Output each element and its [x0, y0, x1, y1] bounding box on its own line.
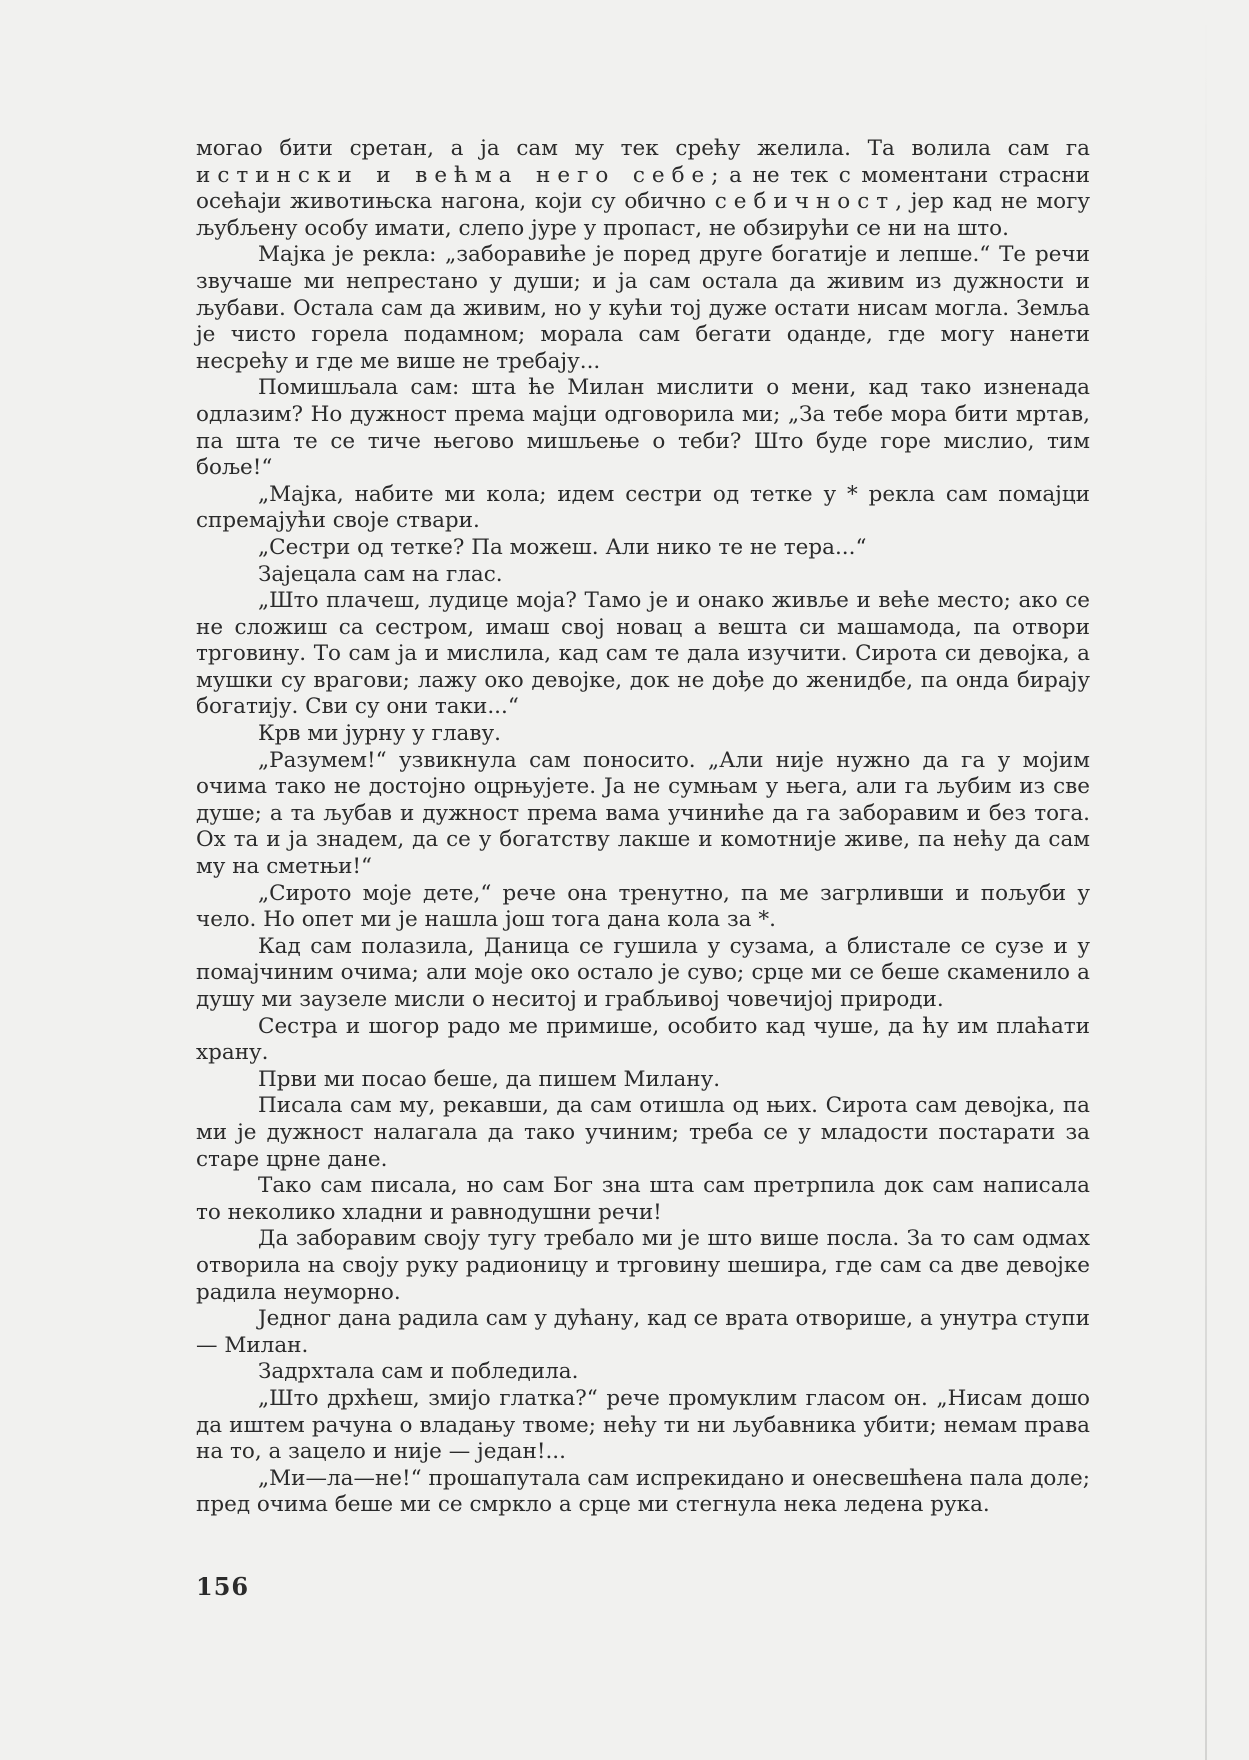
paragraph — [196, 1386, 1090, 1466]
paragraph-text: Сестра и шогор радо ме примише, особито кад чуше, да ћу им плаћати храну. — [196, 1013, 1090, 1066]
paragraph — [196, 721, 1090, 748]
page-edge-shadow — [1205, 0, 1207, 1760]
paragraph — [196, 1359, 1090, 1386]
paragraph-text: „Ми—ла—не!“ прошапутала сам испрекидано и онесвешћена пала доле; пред очима беше ми се смркло а срце ми стегнула нека ледена рука. — [196, 1465, 1090, 1518]
paragraph-text: „Мајка, набите ми кола; идем сестри од тетке у * рекла сам помајци спремајући своје ствари. — [196, 481, 1090, 534]
paragraph-text: Задрхтала сам и побледила. — [258, 1359, 579, 1385]
paragraph-text: Зајецала сам на глас. — [258, 561, 503, 587]
paragraph — [196, 535, 1090, 562]
emphasized-text: себичност — [714, 189, 896, 215]
paragraph-text: ; а не тек с моментани страсни осећаји животињска нагона, који су обично — [196, 162, 1090, 215]
paragraph — [196, 1173, 1090, 1226]
paragraph-text: Крв ми јурну у главу. — [258, 721, 501, 747]
page-body-text — [196, 136, 1090, 1519]
paragraph — [196, 881, 1090, 934]
paragraph — [196, 375, 1090, 481]
paragraph — [196, 1306, 1090, 1359]
paragraph — [196, 242, 1090, 375]
paragraph — [196, 482, 1090, 535]
paragraph — [196, 136, 1090, 242]
paragraph-text: Да заборавим своју тугу требало ми је што више посла. За то сам одмах отворила на своју руку радионицу и трговину шешира, где сам са две девојке радила неуморно. — [196, 1226, 1090, 1305]
paragraph-text: Једног дана радила сам у дућану, кад се врата отворише, а унутра ступи — Милан. — [196, 1306, 1090, 1358]
paragraph — [196, 748, 1090, 881]
paragraph-text: , јер кад не могу љубљену особу имати, слепо јуре у пропаст, не обзирући се ни на што. — [196, 189, 1091, 241]
paragraph-text: Помишљала сам: шта ће Милан мислити о мени, кад тако изненада одлазим? Но дужност према мајци одговорила ми; „За тебе мора бити мртав, па шта те се тиче његово мишљење о теби? Што буде горе мислио, тим боље!“ — [196, 375, 1090, 481]
paragraph — [196, 1093, 1090, 1173]
paragraph-text: „Разумем!“ узвикнула сам поносито. „Али није нужно да га у мојим очима тако не достојно оцрњујете. Ја не сумњам у њега, али га љубим из све душе; а та љубав и дужност према вама учиниће да га заборавим и без тога. Ох та и ја знадем, да се у богатству лакше и комотније живе, па нећу да сам му на сметњи!“ — [196, 747, 1090, 880]
emphasized-text: истински и већма него себе — [196, 162, 712, 188]
paragraph-text: „Што дрхћеш, змијо глатка?“ рече промуклим гласом он. „Нисам дошо да иштем рачуна о владању твоме; нећу ти ни љубавника убити; немам права на то, а зацело и није — један!... — [196, 1385, 1090, 1465]
paragraph-text: „Сирото моје дете,“ рече она тренутно, па ме загрливши и пољуби у чело. Но опет ми је нашла још тога дана кола за *. — [196, 880, 1090, 933]
paragraph-text: Мајка је рекла: „заборавиће је поред друге богатије и лепше.“ Те речи звучаше ми непрестано у души; и ја сам остала да живим из дужности и љубави. Остала сам да живим, но у кући тој дуже остати нисам могла. Земља је чисто горела подамном; морала сам бегати оданде, где могу нанети несрећу и где ме више не требају... — [196, 242, 1090, 374]
paragraph — [196, 1466, 1090, 1519]
paragraph — [196, 1226, 1090, 1306]
paragraph-text: Први ми посао беше, да пишем Милану. — [258, 1066, 721, 1092]
paragraph — [196, 588, 1090, 721]
paragraph — [196, 934, 1090, 1014]
paragraph-text: могао бити сретан, а ја сам му тек срећу желила. Та волила сам га — [196, 136, 1090, 161]
paragraph-text: „Сестри од тетке? Па можеш. Али нико те не тера...“ — [258, 534, 867, 560]
paragraph-text: „Што плачеш, лудице моја? Тамо је и онако живље и веће место; ако се не сложиш са сестром, имаш свој новац а вешта си машамода, па отвори трговину. То сам ја и мислила, кад сам те дала изучити. Сирота си девојка, а мушки су врагови; лажу око девојке, док не дође до женидбе, па онда бирају богатију. Сви су они таки...“ — [196, 588, 1090, 720]
page-number: 156 — [196, 1572, 250, 1601]
paragraph-text: Кад сам полазила, Даница се гушила у сузама, а блистале се сузе и у помајчиним очима; али моје око остало је суво; срце ми се беше скаменило а душу ми заузеле мисли о неситој и грабљивој човечијој природи. — [196, 933, 1090, 1012]
paragraph-text: Писала сам му, рекавши, да сам отишла од њих. Сирота сам девојка, па ми је дужност налагала да тако учиним; треба се у младости постарати за старе црне дане. — [196, 1093, 1090, 1172]
paragraph — [196, 1067, 1090, 1094]
paragraph-text: Тако сам писала, но сам Бог зна шта сам претрпила док сам написала то неколико хладни и равнодушни речи! — [196, 1173, 1090, 1225]
paragraph — [196, 1014, 1090, 1067]
paragraph — [196, 562, 1090, 589]
